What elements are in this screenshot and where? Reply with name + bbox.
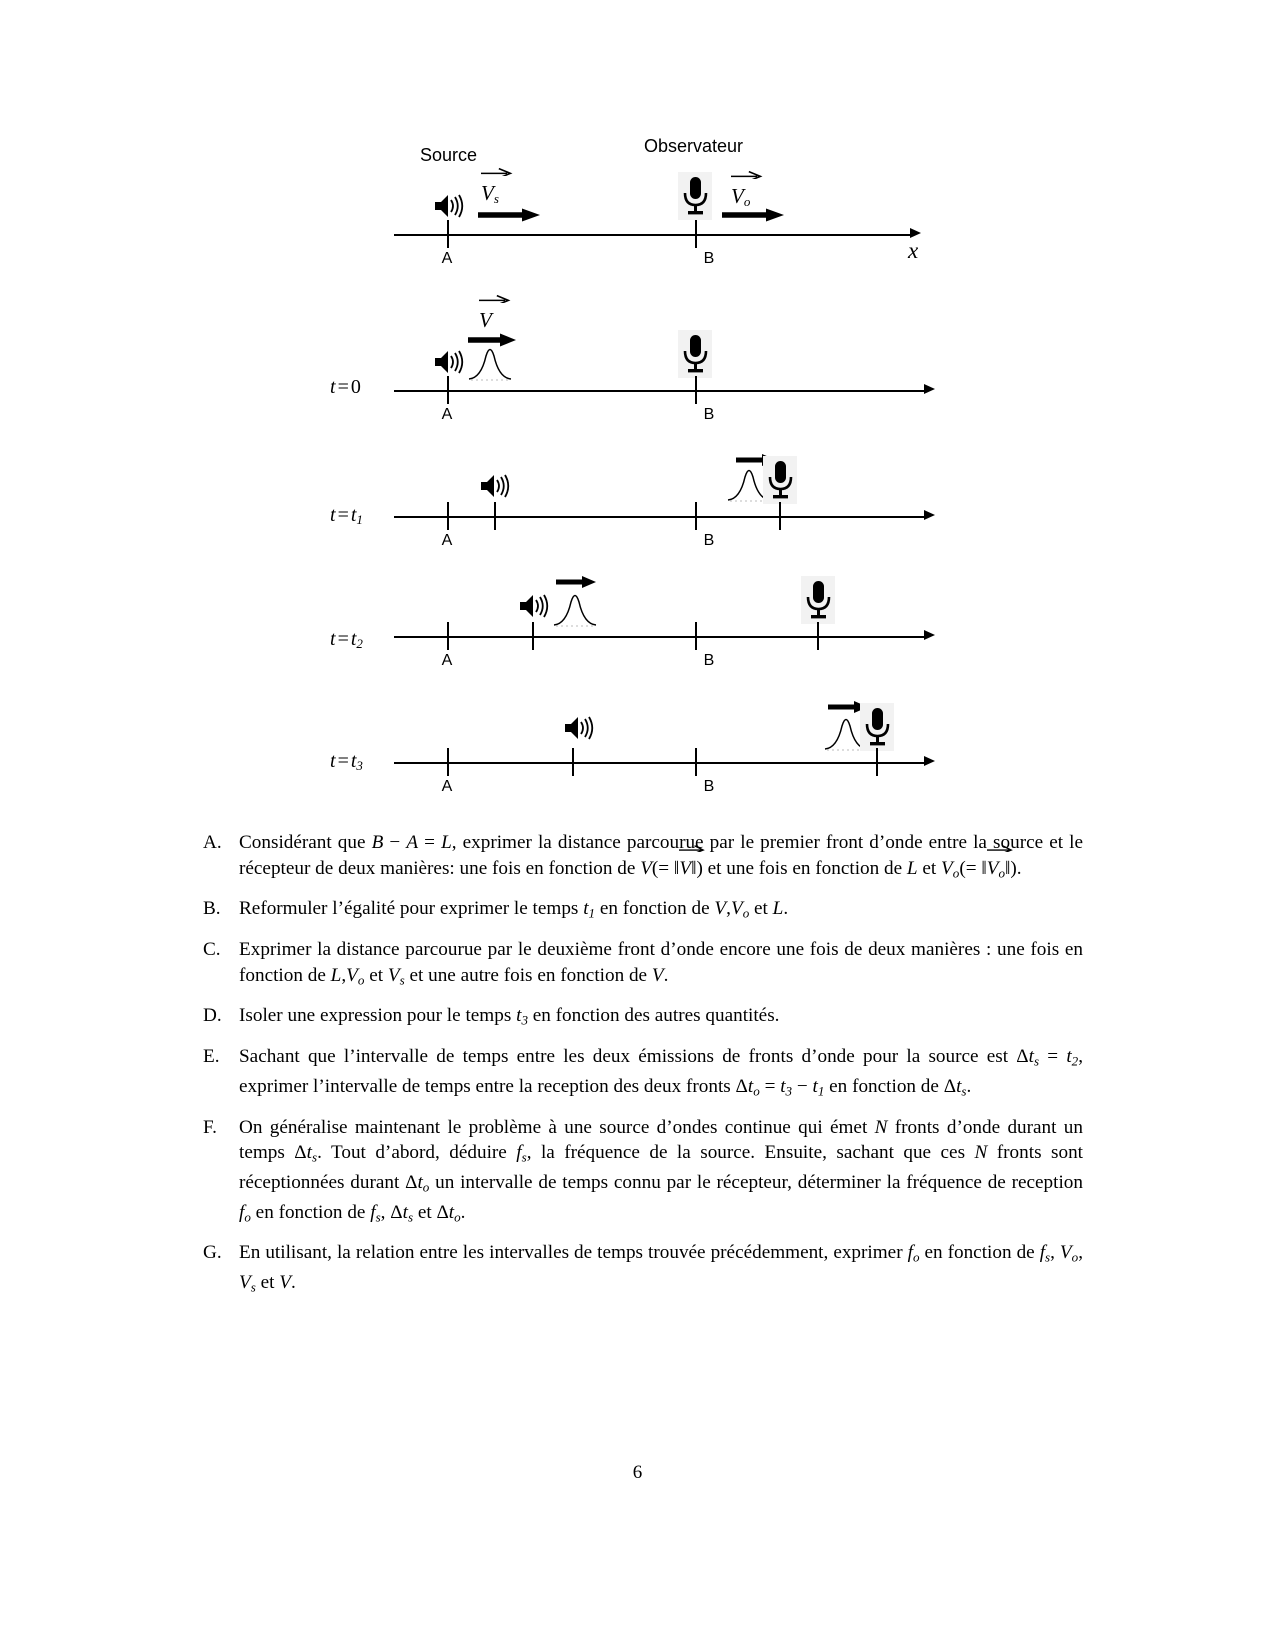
tick-b-t1	[695, 502, 697, 530]
time-label-t0: t = 0	[330, 376, 361, 398]
point-label-a-t1: A	[441, 532, 453, 549]
tick-a-t2	[447, 622, 449, 650]
question-item	[203, 937, 1083, 992]
tick-a-t0	[447, 376, 449, 404]
tick-observer-t2	[817, 622, 819, 650]
tick-b-initial	[695, 220, 697, 248]
speaker-icon	[432, 192, 466, 220]
question-marker: A.	[203, 832, 222, 853]
point-label-a-t3: A	[441, 778, 453, 795]
velocity-arrow-source	[478, 208, 540, 222]
tick-source-t1	[494, 502, 496, 530]
axis-arrowhead-t2	[924, 630, 935, 640]
axis-line-initial	[394, 234, 914, 236]
wave-pulse-t2	[552, 588, 598, 628]
point-label-b-t1: B	[703, 532, 715, 549]
vector-label-vo: $V_o$	[731, 184, 750, 210]
question-marker: F.	[203, 1116, 217, 1138]
question-item	[203, 1115, 1083, 1230]
axis-arrowhead-initial	[910, 228, 921, 238]
axis-arrowhead-t0	[924, 384, 935, 394]
point-label-a-initial: A	[441, 250, 453, 267]
question-text: Sachant que l’intervalle de temps entre les deux émissions de fronts d’onde pour la source est $\Delta t_s = t_2$, exprimer l’intervalle de temps entre la reception des deux fronts $\Delta t_o = t_3 - t_1$ en fonction de $\Delta t_s$.	[239, 1046, 1083, 1098]
caption-source: Source	[420, 145, 478, 165]
axis-arrowhead-t3	[924, 756, 935, 766]
axis-line-t1	[394, 516, 928, 518]
axis-arrowhead-t1	[924, 510, 935, 520]
tick-source-t2	[532, 622, 534, 650]
tick-b-t2	[695, 622, 697, 650]
question-text: Isoler une expression pour le temps $t_3$ en fonction des autres quantités.	[239, 1005, 780, 1028]
tick-source-t3	[572, 748, 574, 776]
page-number: 6	[632, 1462, 643, 1483]
wave-pulse-t0	[467, 342, 513, 382]
microphone-icon-t1	[763, 456, 797, 504]
question-list	[203, 830, 1083, 1311]
question-text: Reformuler l’égalité pour exprimer le temps $t_1$ en fonction de $V,V_o$ et L.	[239, 898, 789, 921]
time-label-t3: $t = t_3$	[330, 750, 363, 773]
time-label-t2: $t = t_2$	[330, 628, 363, 651]
question-marker: E.	[203, 1046, 220, 1067]
axis-line-t2	[394, 636, 928, 638]
question-text: Exprimer la distance parcourue par le deuxième front d’onde encore une fois de deux manières : une fois en fonction de $L,V_o$ et $V_s$ et une autre fois en fonction de V.	[239, 939, 1083, 987]
question-item	[203, 1240, 1083, 1300]
question-item	[203, 896, 1083, 926]
speaker-icon-t0	[432, 348, 466, 376]
caption-observateur: Observateur	[644, 136, 744, 156]
vector-label-v-t0: V	[479, 308, 492, 333]
question-text: En utilisant, la relation entre les intervalles de temps trouvée précédemment, exprimer $f_o$ en fonction de $f_s$, $V_o$, $V_s$ et V.	[239, 1242, 1083, 1295]
velocity-arrow-observer	[722, 208, 784, 222]
microphone-icon	[678, 172, 712, 220]
question-marker: B.	[203, 898, 221, 920]
question-text: On généralise maintenant le problème à une source d’ondes continue qui émet N fronts d’onde durant un temps $\Delta t_s$. Tout d’abord, déduire $f_s$, la fréquence de la source. Ensuite, sachant que ces N fronts sont réceptionnées durant $\Delta t_o$ un intervalle de temps connu par le récepteur, déterminer la fréquence de reception $f_o$ en fonction de $f_s$, $\Delta t_s$ et $\Delta t_o$.	[239, 1116, 1083, 1224]
axis-label-x: x	[908, 238, 919, 263]
question-marker: D.	[203, 1005, 222, 1027]
tick-observer-t1	[779, 502, 781, 530]
vector-label-vs: $V_s$	[481, 181, 499, 207]
microphone-icon-t2	[801, 576, 835, 624]
tick-a-initial	[447, 220, 449, 248]
tick-observer-t3	[876, 748, 878, 776]
point-label-b-t0: B	[703, 406, 715, 423]
time-label-t1: $t = t_1$	[330, 504, 363, 527]
point-label-b-t3: B	[703, 778, 715, 795]
point-label-b-initial: B	[703, 250, 715, 267]
point-label-b-t2: B	[703, 652, 715, 669]
doppler-figure	[0, 0, 1275, 810]
tick-a-t3	[447, 748, 449, 776]
question-text: Considérant que B − A = L, exprimer la distance parcourue par le premier front d’onde entre la source et le récepteur de deux manières: une fois en fonction de V(= ‖V ‖) et une fois en fonction de L et $V_o(=$ $‖V_o$ ‖).	[239, 832, 1083, 880]
speaker-icon-t2	[517, 592, 551, 620]
microphone-icon-t3	[860, 703, 894, 751]
microphone-icon-t0	[678, 330, 712, 378]
speaker-icon-t1	[478, 472, 512, 500]
tick-b-t0	[695, 376, 697, 404]
question-item	[203, 830, 1083, 885]
tick-b-t3	[695, 748, 697, 776]
axis-line-t0	[394, 390, 928, 392]
question-item	[203, 1003, 1083, 1033]
point-label-a-t0: A	[441, 406, 453, 423]
question-marker: C.	[203, 939, 221, 960]
point-label-a-t2: A	[441, 652, 453, 669]
wave-velocity-arrow-t2	[556, 575, 596, 589]
axis-line-t3	[394, 762, 928, 764]
tick-a-t1	[447, 502, 449, 530]
speaker-icon-t3	[562, 714, 596, 742]
question-marker: G.	[203, 1242, 222, 1264]
question-item	[203, 1044, 1083, 1104]
